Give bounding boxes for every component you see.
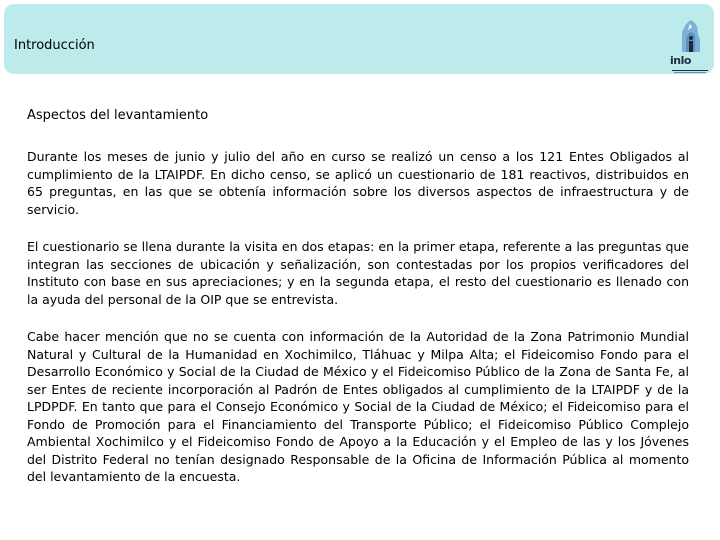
logo-wordmark: inlo [670,54,691,67]
institute-logo-icon [664,14,714,76]
paragraph-3: Cabe hacer mención que no se cuenta con información de la Autoridad de la Zona Patrimonio Mundial Natural y Cultural de la Humanidad en Xochimilco, Tláhuac y Milpa Alta; el Fideicomiso Fondo para el Desarrollo Económico y Social de la Ciudad de México y el Fideicomiso Público de la Zona de Santa Fe, al ser Entes de reciente incorporación al Padrón de Entes obligados al cumplimiento de la LTAIPDF y de la LPDPDF. En tanto que para el Consejo Económico y Social de la Ciudad de México; el Fideicomiso para el Fondo de Promoción para el Financiamiento del Transporte Público; el Fideicomiso Público Complejo Ambiental Xochimilco y el Fideicomiso Fondo de Apoyo a la Educación y el Empleo de las y los Jóvenes del Distrito Federal no tenían designado Responsable de la Oficina de Información Pública al momento del levantamiento de la encuesta. [27,329,689,484]
content-area [27,108,689,506]
page-title: Introducción [14,38,95,53]
paragraph-2: El cuestionario se llena durante la visita en dos etapas: en la primer etapa, referente a las preguntas que integran las secciones de ubicación y señalización, son contestadas por los propios verificadores del Instituto con base en sus apreciaciones; y en la segunda etapa, el resto del cuestionario es llenado con la ayuda del personal de la OIP que se entrevista. [27,239,689,307]
section-subtitle: Aspectos del levantamiento [27,108,209,123]
header-bar [4,4,714,74]
paragraph-1: Durante los meses de junio y julio del año en curso se realizó un censo a los 121 Entes Obligados al cumplimiento de la LTAIPDF. En dicho censo, se aplicó un cuestionario de 181 reactivos, distribuidos en 65 preguntas, en las que se obtenía información sobre los diversos aspectos de infraestructura y de servicio. [27,149,689,217]
